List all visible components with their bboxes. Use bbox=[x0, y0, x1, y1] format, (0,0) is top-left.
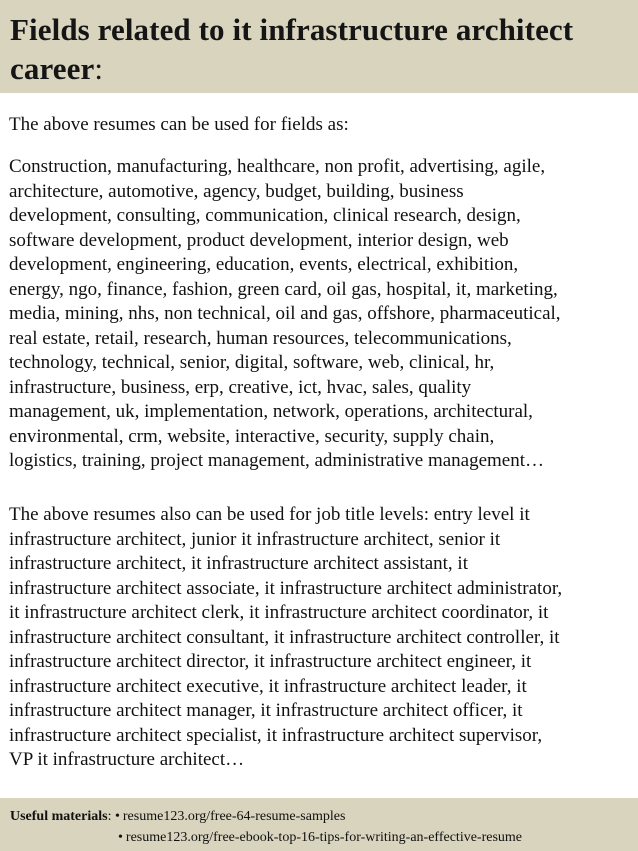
footer-row-1 bbox=[10, 806, 628, 827]
intro-section bbox=[9, 113, 633, 137]
intro-text: The above resumes can be used for fields as: bbox=[9, 114, 349, 135]
page-title-colon: : bbox=[94, 51, 104, 86]
useful-materials-label: Useful materials bbox=[10, 809, 108, 824]
page-title bbox=[10, 10, 628, 88]
job-levels-section bbox=[9, 503, 635, 773]
fields-paragraph: Construction, manufacturing, healthcare, non profit, advertising, agile, architecture, automotive, agency, budget, building, business development, consulting, communication, clinical research, design, software development, product development, interior design, web development, engineering, education, events, electrical, exhibition, energy, ngo, finance, fashion, green card, oil gas, hospital, it, marketing, media, mining, nhs, non technical, oil and gas, offshore, pharmaceutical, real estate, retail, research, human resources, telecommunications, technology, technical, senior, digital, software, web, clinical, hr, infrastructure, business, erp, creative, ict, hvac, sales, quality management, uk, implementation, network, operations, architectural, environmental, crm, website, interactive, security, supply chain, logistics, training, project management, administrative management… bbox=[9, 156, 561, 471]
job-levels-paragraph: The above resumes also can be used for job title levels: entry level it infrastructure architect, junior it infrastructure architect, senior it infrastructure architect, it infrastructure architect assistant, it infrastructure architect associate, it infrastructure architect administrator, it infrastructure architect clerk, it infrastructure architect coordinator, it infrastructure architect consultant, it infrastructure architect controller, it infrastructure architect director, it infrastructure architect engineer, it infrastructure architect executive, it infrastructure architect leader, it infrastructure architect manager, it infrastructure architect officer, it infrastructure architect specialist, it infrastructure architect supervisor, VP it infrastructure architect… bbox=[9, 504, 563, 770]
useful-materials-colon: : bbox=[107, 809, 112, 824]
page-title-text: Fields related to it infrastructure architect career bbox=[10, 12, 574, 86]
bullet-icon: • bbox=[118, 830, 123, 845]
footer-band bbox=[0, 798, 638, 851]
footer-row-2 bbox=[10, 827, 628, 848]
footer-link-2[interactable]: resume123.org/free-ebook-top-16-tips-for-writing-an-effective-resume bbox=[125, 830, 523, 845]
fields-section bbox=[9, 155, 635, 474]
footer-link-1[interactable]: resume123.org/free-64-resume-samples bbox=[122, 809, 346, 824]
title-band bbox=[0, 0, 638, 93]
bullet-icon: • bbox=[114, 809, 120, 824]
